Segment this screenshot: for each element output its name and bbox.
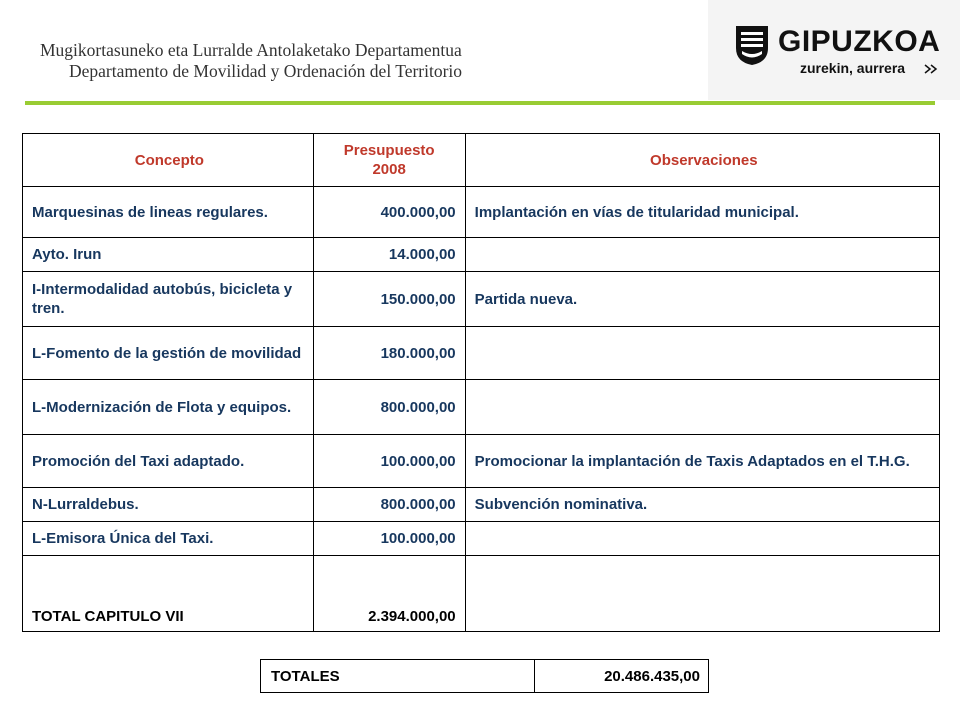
header-concepto: Concepto [23,134,314,187]
cell-presupuesto: 180.000,00 [313,327,465,380]
table-row [23,522,940,556]
budget-table [22,133,940,632]
totals-row [261,660,709,693]
cell-observaciones: Promocionar la implantación de Taxis Adaptados en el T.H.G. [465,435,939,488]
logo-area [708,0,960,100]
cell-concepto: L-Modernización de Flota y equipos. [23,380,314,435]
total-row [23,556,940,632]
total-label: TOTAL CAPITULO VII [23,556,314,632]
department-name-spanish: Departamento de Movilidad y Ordenación del Territorio [69,61,463,81]
department-name-basque: Mugikortasuneko eta Lurralde Antolaketako Departamentua [40,40,462,60]
cell-presupuesto: 800.000,00 [313,488,465,522]
total-observaciones [465,556,939,632]
cell-concepto: L-Fomento de la gestión de movilidad [23,327,314,380]
cell-presupuesto: 14.000,00 [313,238,465,272]
cell-concepto: Marquesinas de lineas regulares. [23,187,314,238]
table-row [23,327,940,380]
cell-observaciones: Implantación en vías de titularidad municipal. [465,187,939,238]
header-accent-bar [25,101,935,105]
table-row [23,187,940,238]
cell-concepto: L-Emisora Única del Taxi. [23,522,314,556]
double-chevron-right-icon [924,64,938,74]
table-row [23,380,940,435]
cell-concepto: N-Lurraldebus. [23,488,314,522]
cell-presupuesto: 400.000,00 [313,187,465,238]
table-row [23,272,940,327]
cell-observaciones: Partida nueva. [465,272,939,327]
cell-observaciones [465,327,939,380]
table-row [23,488,940,522]
cell-presupuesto: 100.000,00 [313,435,465,488]
totals-value: 20.486.435,00 [535,660,709,693]
cell-concepto: I-Intermodalidad autobús, bicicleta y tren. [23,272,314,327]
totals-table [260,659,709,693]
table-header-row [23,134,940,187]
department-heading [40,40,462,82]
logo-name: GIPUZKOA [778,25,941,58]
cell-observaciones [465,238,939,272]
cell-observaciones [465,522,939,556]
cell-presupuesto: 100.000,00 [313,522,465,556]
table-row [23,238,940,272]
gipuzkoa-shield-icon [734,24,770,66]
total-value: 2.394.000,00 [313,556,465,632]
header-presupuesto: Presupuesto 2008 [313,134,465,187]
cell-observaciones [465,380,939,435]
cell-presupuesto: 150.000,00 [313,272,465,327]
totals-label: TOTALES [261,660,535,693]
cell-concepto: Promoción del Taxi adaptado. [23,435,314,488]
header-observaciones: Observaciones [465,134,939,187]
logo-motto: zurekin, aurrera [800,60,906,76]
cell-observaciones: Subvención nominativa. [465,488,939,522]
cell-concepto: Ayto. Irun [23,238,314,272]
table-row [23,435,940,488]
cell-presupuesto: 800.000,00 [313,380,465,435]
